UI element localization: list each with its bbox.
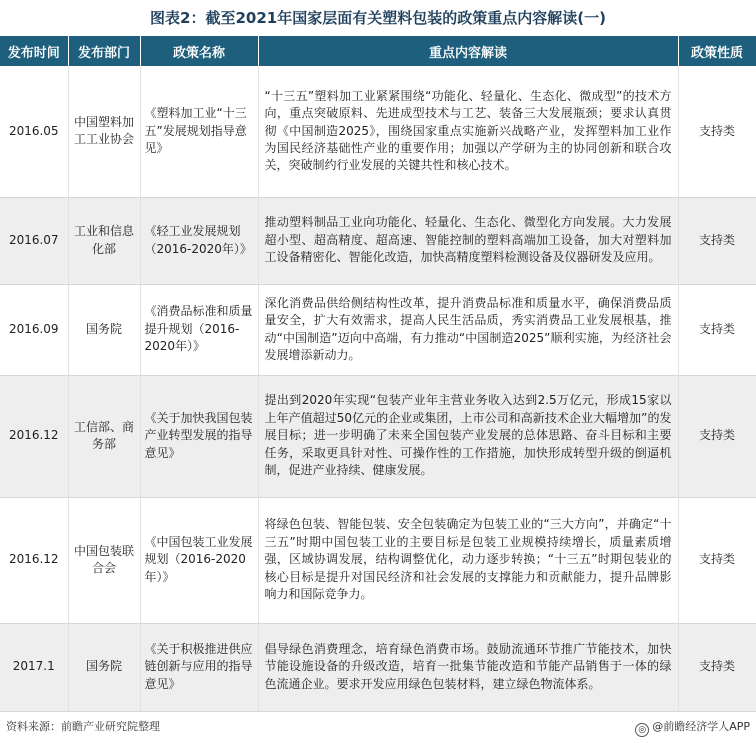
cell-dept: 工业和信息化部: [68, 197, 140, 284]
cell-policy: 《消费品标准和质量提升规划（2016-2020年）》: [140, 284, 258, 375]
cell-content: 倡导绿色消费理念，培育绿色消费市场。鼓励流通环节推广节能技术，加快节能设施设备的升级改造，培育一批集节能改造和节能产品销售于一体的绿色流通企业。要求开发应用绿色包装材料，建立绿色物流体系。: [258, 623, 678, 711]
cell-dept: 工信部、商务部: [68, 375, 140, 497]
cell-nature: 支持类: [678, 375, 756, 497]
footer: [0, 712, 756, 743]
header-policy: 政策名称: [140, 36, 258, 66]
header-nature: 政策性质: [678, 36, 756, 66]
cell-content: 提出到2020年实现“包装产业年主营业务收入达到2.5万亿元，形成15家以上年产值超过50亿元的企业或集团，上市公司和高新技术企业大幅增加”的发展目标；进一步明确了未来全国包装产业发展的总体思路、奋斗目标和主要任务，采取更具针对性、可操作性的工作措施，加快形成转型升级的倒逼机制，促进产业持续、健康发展。: [258, 375, 678, 497]
cell-nature: 支持类: [678, 66, 756, 197]
header-dept: 发布部门: [68, 36, 140, 66]
table-row: [0, 623, 756, 711]
header-content: 重点内容解读: [258, 36, 678, 66]
cell-dept: 国务院: [68, 284, 140, 375]
cell-nature: 支持类: [678, 623, 756, 711]
table-row: [0, 197, 756, 284]
cell-content: 将绿色包装、智能包装、安全包装确定为包装工业的“三大方向”，并确定“十三五”时期中国包装工业的主要目标是包装工业规模持续增长，质量素质增强，区域协调发展，结构调整优化，动力逐步转换；“十三五”时期包装业的核心目标是提升对国民经济和社会发展的支撑能力和贡献能力，提升品牌影响力和国际竞争力。: [258, 497, 678, 623]
cell-policy: 《塑料加工业“十三五”发展规划指导意见》: [140, 66, 258, 197]
cell-date: 2016.09: [0, 284, 68, 375]
cell-date: 2017.1: [0, 623, 68, 711]
cell-policy: 《关于加快我国包装产业转型发展的指导意见》: [140, 375, 258, 497]
chart-title: 图表2：截至2021年国家层面有关塑料包装的政策重点内容解读(一): [150, 9, 606, 27]
cell-date: 2016.12: [0, 375, 68, 497]
cell-date: 2016.07: [0, 197, 68, 284]
table-row: [0, 284, 756, 375]
app-credit: [635, 718, 750, 737]
cell-nature: 支持类: [678, 284, 756, 375]
cell-dept: 中国包装联合会: [68, 497, 140, 623]
cell-policy: 《轻工业发展规划（2016-2020年）》: [140, 197, 258, 284]
cell-dept: 中国塑料加工工业协会: [68, 66, 140, 197]
cell-date: 2016.05: [0, 66, 68, 197]
cell-date: 2016.12: [0, 497, 68, 623]
table-header-row: [0, 36, 756, 66]
table-row: [0, 66, 756, 197]
cell-nature: 支持类: [678, 497, 756, 623]
cell-policy: 《关于积极推进供应链创新与应用的指导意见》: [140, 623, 258, 711]
table-row: [0, 375, 756, 497]
cell-content: 推动塑料制品工业向功能化、轻量化、生态化、微型化方向发展。大力发展超小型、超高精度、超高速、智能控制的塑料高端加工设备，加大对塑料加工设备精密化、智能化改造，加快高精度塑料检测设备及仪器研发及应用。: [258, 197, 678, 284]
cell-nature: 支持类: [678, 197, 756, 284]
table-row: [0, 497, 756, 623]
cell-content: 深化消费品供给侧结构性改革，提升消费品标准和质量水平，确保消费品质量安全，扩大有效需求，提高人民生活品质，秀实消费品工业发展根基，推动“中国制造”迈向中高端，有力推动“中国制造2025”顺利实施，为经济社会发展增添新动力。: [258, 284, 678, 375]
policy-table: [0, 36, 756, 712]
cell-content: “十三五”塑料加工业紧紧围绕“功能化、轻量化、生态化、微成型”的技术方向，重点突破原料、先进成型技术与工艺、装备三大发展瓶颈；要求认真贯彻《中国制造2025》，围绕国家重点实施新兴战略产业，发挥塑料加工业作为国民经济基础性产业的重要作用；加强以产学研为主的协同创新和联合攻关，突破制约行业发展的关键共性和核心技术。: [258, 66, 678, 197]
cell-policy: 《中国包装工业发展规划（2016-2020年）》: [140, 497, 258, 623]
cell-dept: 国务院: [68, 623, 140, 711]
app-credit-label: @前瞻经济学人APP: [652, 720, 750, 733]
app-logo-icon: ◎: [635, 723, 649, 737]
header-date: 发布时间: [0, 36, 68, 66]
source-note: 资料来源：前瞻产业研究院整理: [6, 720, 160, 733]
